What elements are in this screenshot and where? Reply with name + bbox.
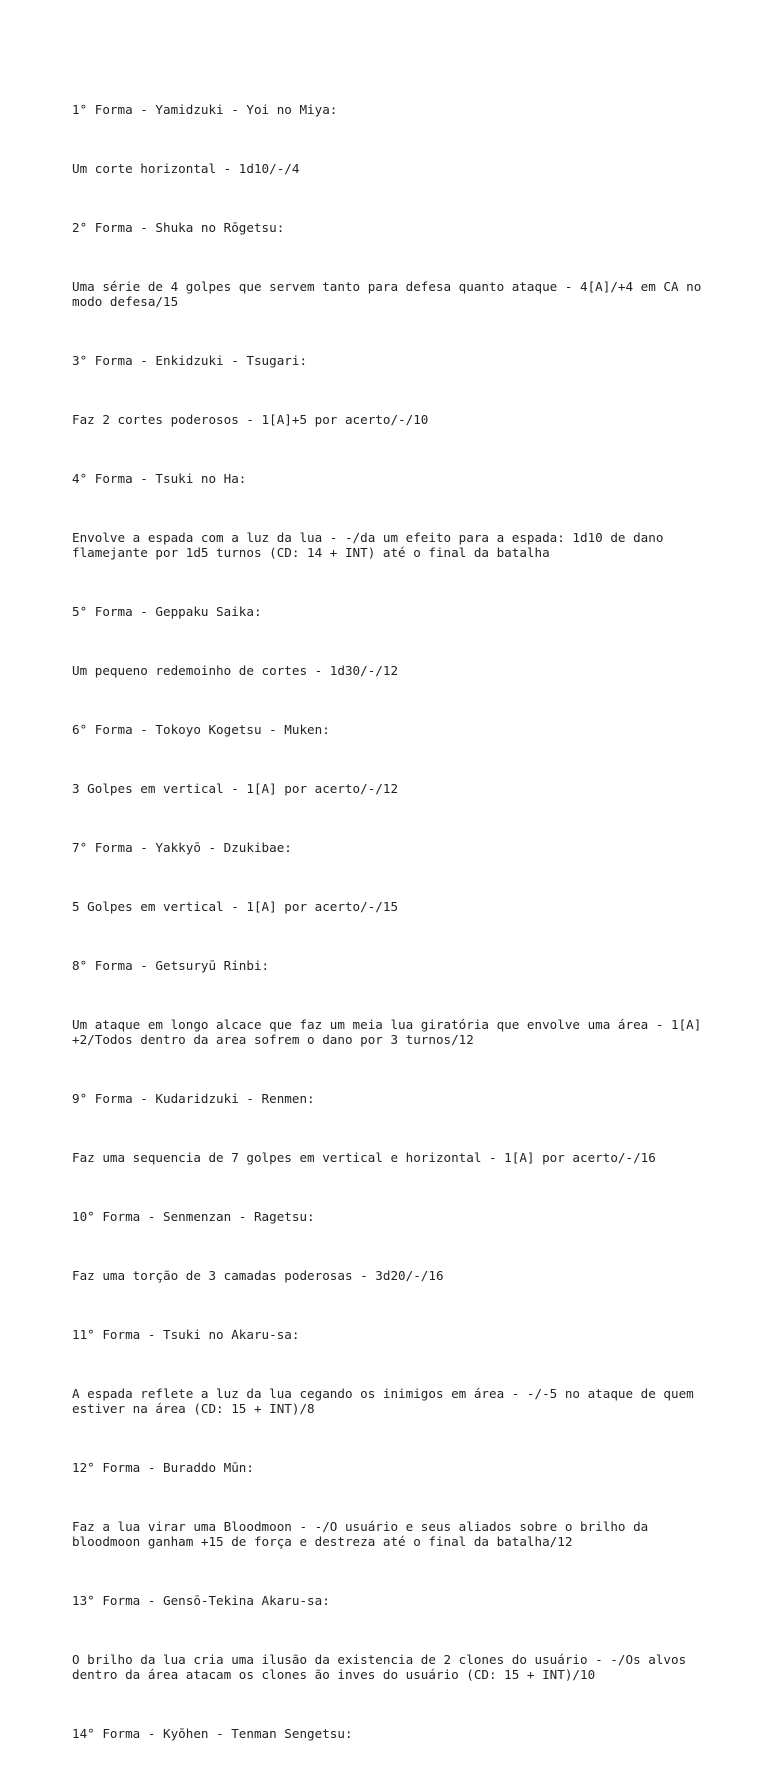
form-11-title: 11° Forma - Tsuki no Akaru-sa: (72, 1327, 300, 1342)
form-10-description: Faz uma torção de 3 camadas poderosas - 3d20/-/16 (72, 1268, 444, 1283)
form-2-description: Uma série de 4 golpes que servem tanto para defesa quanto ataque - 4[A]/+4 em CA no modo defesa/15 (72, 279, 702, 309)
form-12-description: Faz a lua virar uma Bloodmoon - -/O usuário e seus aliados sobre o brilho da bloodmoon ganham +15 de força e destreza até o final da batalha/12 (72, 1519, 649, 1549)
form-4-title: 4° Forma - Tsuki no Ha: (72, 471, 247, 486)
form-9-description: Faz uma sequencia de 7 golpes em vertical e horizontal - 1[A] por acerto/-/16 (72, 1150, 656, 1165)
form-11-description: A espada reflete a luz da lua cegando os inimigos em área - -/-5 no ataque de quem estiver na área (CD: 15 + INT)/8 (72, 1386, 694, 1416)
form-6-description: 3 Golpes em vertical - 1[A] por acerto/-/12 (72, 781, 399, 796)
form-9-title: 9° Forma - Kudaridzuki - Renmen: (72, 1091, 315, 1106)
form-5-title: 5° Forma - Geppaku Saika: (72, 604, 262, 619)
form-12-title: 12° Forma - Buraddo Mūn: (72, 1460, 254, 1475)
form-7-description: 5 Golpes em vertical - 1[A] por acerto/-/15 (72, 899, 399, 914)
form-5-description: Um pequeno redemoinho de cortes - 1d30/-/12 (72, 663, 399, 678)
form-7-title: 7° Forma - Yakkyō - Dzukibae: (72, 840, 292, 855)
form-3-title: 3° Forma - Enkidzuki - Tsugari: (72, 353, 308, 368)
form-4-description: Envolve a espada com a luz da lua - -/da um efeito para a espada: 1d10 de dano flamejante por 1d5 turnos (CD: 14 + INT) até o final da batalha (72, 530, 664, 560)
form-8-title: 8° Forma - Getsuryū Rinbi: (72, 958, 270, 973)
form-14-title: 14° Forma - Kyōhen - Tenman Sengetsu: (72, 1726, 353, 1741)
form-8-description: Um ataque em longo alcace que faz um meia lua giratória que envolve uma área - 1[A] +2/Todos dentro da area sofrem o dano por 3 turnos/12 (72, 1017, 702, 1047)
form-3-description: Faz 2 cortes poderosos - 1[A]+5 por acerto/-/10 (72, 412, 429, 427)
form-2-title: 2° Forma - Shuka no Rōgetsu: (72, 220, 285, 235)
form-1-title: 1° Forma - Yamidzuki - Yoi no Miya: (72, 102, 338, 117)
document-page (72, 72, 702, 1770)
form-13-description: O brilho da lua cria uma ilusão da existencia de 2 clones do usuário - -/Os alvos dentro da área atacam os clones ão inves do usuário (CD: 15 + INT)/10 (72, 1652, 687, 1682)
form-13-title: 13° Forma - Gensō-Tekina Akaru-sa: (72, 1593, 330, 1608)
form-6-title: 6° Forma - Tokoyo Kogetsu - Muken: (72, 722, 330, 737)
form-1-description: Um corte horizontal - 1d10/-/4 (72, 161, 300, 176)
form-10-title: 10° Forma - Senmenzan - Ragetsu: (72, 1209, 315, 1224)
